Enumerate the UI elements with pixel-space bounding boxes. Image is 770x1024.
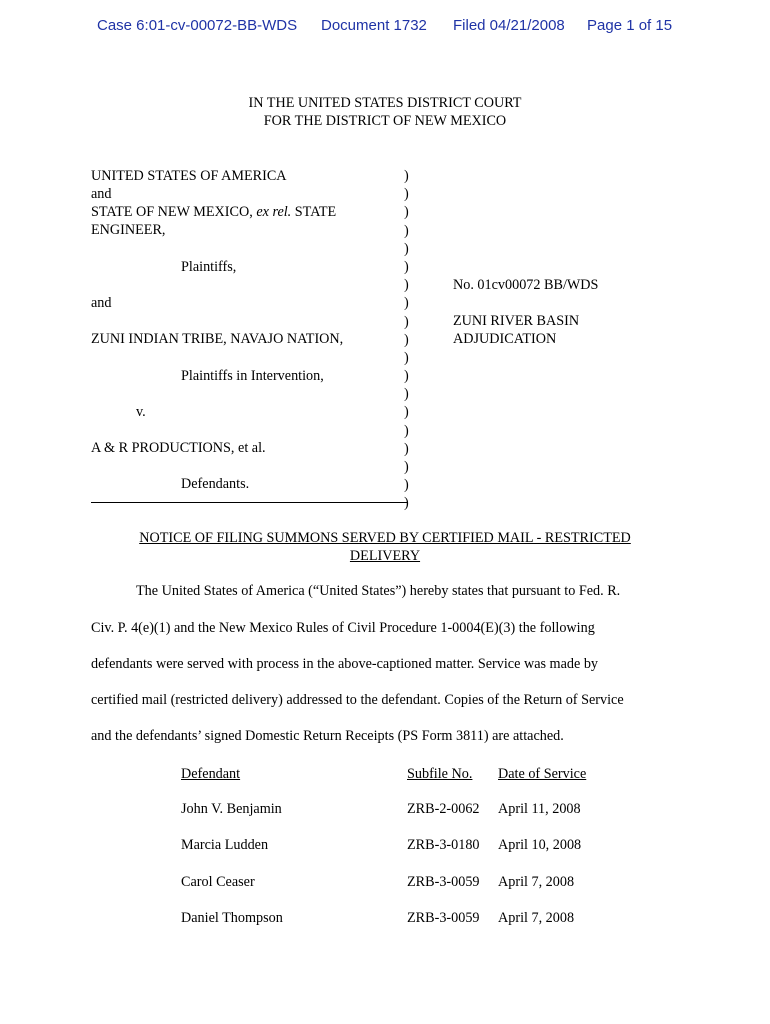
table-row-4-defendant: Daniel Thompson [181,910,283,926]
header-filed-date: Filed 04/21/2008 [453,17,565,34]
caption-paren: ) [404,186,409,203]
caption-paren: ) [404,222,409,239]
caption-and-2: and [91,295,112,311]
table-header-subfile: Subfile No. [407,766,473,782]
table-row-2-defendant: Marcia Ludden [181,837,269,853]
caption-paren: ) [404,313,409,330]
table-row-3-defendant: Carol Ceaser [181,874,255,890]
matter-line2: ADJUDICATION [453,331,557,347]
body-line-1: The United States of America (“United States”) hereby states that pursuant to Fed. R. [136,583,621,599]
table-row-2-date: April 10, 2008 [498,837,582,853]
versus: v. [136,404,146,420]
plaintiff-nm-text: STATE OF NEW MEXICO, [91,204,257,220]
table-row-1-defendant: John V. Benjamin [181,801,282,817]
notice-title-line2: DELIVERY [349,548,421,564]
intervenors-label: Plaintiffs in Intervention, [181,368,324,384]
table-row-4-date: April 7, 2008 [498,910,575,926]
caption-paren: ) [404,277,409,294]
table-row-3-subfile: ZRB-3-0059 [407,874,480,890]
defendant-name: A & R PRODUCTIONS, et al. [91,440,266,456]
caption-paren: ) [404,477,409,494]
filing-header [0,17,770,37]
defendants-label: Defendants. [181,476,250,492]
plaintiffs-label: Plaintiffs, [181,259,237,275]
table-row-2-subfile: ZRB-3-0180 [407,837,480,853]
caption-paren: ) [404,495,409,512]
caption-paren-column [404,167,409,513]
table-header-defendant: Defendant [181,766,241,782]
caption-paren: ) [404,368,409,385]
caption-rule [91,502,407,503]
caption-paren: ) [404,295,409,312]
caption-paren: ) [404,404,409,421]
table-row-1-date: April 11, 2008 [498,801,581,817]
table-row-3-date: April 7, 2008 [498,874,575,890]
plaintiff-new-mexico [91,203,336,221]
court-name-line2: FOR THE DISTRICT OF NEW MEXICO [263,113,507,129]
plaintiff-usa: UNITED STATES OF AMERICA [91,168,287,184]
caption-and-1: and [91,186,112,202]
header-page-count: Page 1 of 15 [587,17,673,34]
case-number: No. 01cv00072 BB/WDS [453,277,599,293]
caption-paren: ) [404,386,409,403]
caption-paren: ) [404,349,409,366]
plaintiff-engineer: ENGINEER, [91,222,166,238]
court-name-line1: IN THE UNITED STATES DISTRICT COURT [248,95,522,111]
intervenors: ZUNI INDIAN TRIBE, NAVAJO NATION, [91,331,344,347]
body-line-5: and the defendants’ signed Domestic Return Receipts (PS Form 3811) are attached. [91,728,564,744]
header-case-number: Case 6:01-cv-00072-BB-WDS [97,17,298,34]
caption-paren: ) [404,440,409,457]
caption-paren: ) [404,168,409,184]
table-row-1-subfile: ZRB-2-0062 [407,801,480,817]
caption-paren: ) [404,258,409,275]
ex-rel-italic: ex rel. [256,204,292,220]
table-header-date: Date of Service [498,766,587,782]
matter-line1: ZUNI RIVER BASIN [453,313,580,329]
caption-paren: ) [404,204,409,221]
caption-paren: ) [404,459,409,475]
caption-paren: ) [404,240,409,257]
caption-paren: ) [404,422,409,439]
notice-title-line1: NOTICE OF FILING SUMMONS SERVED BY CERTIFIED MAIL - RESTRICTED [139,530,631,546]
plaintiff-nm-text-end: STATE [291,204,337,220]
body-line-2: Civ. P. 4(e)(1) and the New Mexico Rules of Civil Procedure 1-0004(E)(3) the following [91,620,595,636]
table-row-4-subfile: ZRB-3-0059 [407,910,480,926]
body-line-4: certified mail (restricted delivery) addressed to the defendant. Copies of the Return of Service [91,692,624,708]
caption-paren: ) [404,331,409,348]
body-line-3: defendants were served with process in the above-captioned matter. Service was made by [91,656,599,672]
header-document-number: Document 1732 [321,17,427,34]
